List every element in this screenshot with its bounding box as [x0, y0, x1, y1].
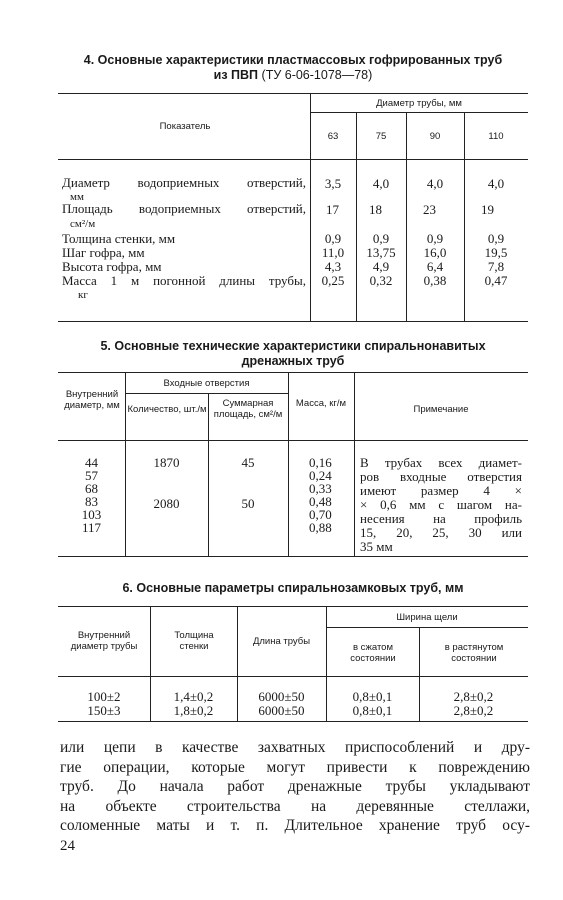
table6-header-mid-rule: [326, 627, 528, 628]
table4-cell: 4,9: [372, 259, 390, 274]
table4-row-unit: мм: [70, 191, 84, 203]
paragraph-line: гие операции, которые могут привести к повреждению: [60, 758, 530, 776]
table6-header-compressed: в сжатом состоянии: [350, 642, 396, 664]
table4-cell: 4,0: [372, 176, 390, 191]
table5-count: 2080: [153, 496, 180, 511]
table4-cell: 4,3: [324, 259, 342, 274]
table5-bottom-rule: [58, 556, 528, 557]
table4-cell: 0,9: [487, 231, 505, 246]
table5-header-note: Примечание: [413, 404, 469, 415]
table4-header-bottom-rule: [58, 159, 528, 160]
table5-note-line: 35 мм: [360, 539, 393, 554]
table4-row-label: Высота гофра, мм: [62, 259, 162, 274]
table4-cell: 16,0: [423, 245, 447, 260]
table6-cell: 0,8±0,1: [352, 703, 393, 718]
table6-header-length: Длина трубы: [252, 636, 311, 647]
table5-diameter: 83: [85, 494, 98, 509]
table6-cell: 1,8±0,2: [173, 703, 214, 718]
table4-row-label: Толщина стенки, мм: [62, 231, 176, 246]
table4-col-110: 110: [488, 131, 504, 142]
table5-top-rule: [58, 372, 528, 373]
table4-row-label: Шаг гофра, мм: [62, 245, 145, 260]
table5-diameter: 57: [85, 468, 98, 483]
table4-cell: 0,9: [426, 231, 444, 246]
table6-top-rule: [58, 606, 528, 607]
table5-mass: 0,48: [309, 494, 332, 509]
table4-cell: 0,9: [324, 231, 342, 246]
table4-vline-2: [356, 112, 357, 321]
body-paragraph: [60, 738, 530, 836]
table4-title: [58, 53, 528, 83]
table4-cell: 11,0: [321, 245, 345, 260]
table5-header-mid-rule: [125, 393, 288, 394]
table6-cell: 2,8±0,2: [453, 689, 494, 704]
table6-header-slot-width: Ширина щели: [396, 612, 458, 623]
table5-header-bottom-rule: [58, 440, 528, 441]
table4-subtitle-normal: (ТУ 6-06-1078—78): [261, 68, 373, 82]
table5-vline-3: [288, 372, 289, 556]
table5-title: [58, 339, 528, 369]
table5-note-line: имеют размер 4 ×: [360, 483, 522, 498]
table4-cell: 0,25: [321, 273, 345, 288]
table4-cell: 0,38: [423, 273, 447, 288]
table4-subtitle-bold: из ПВП: [213, 68, 259, 82]
table4-vline-4: [464, 112, 465, 321]
table6-bottom-rule: [58, 721, 528, 722]
table4-cell: 4,0: [487, 176, 505, 191]
table5-diameter: 103: [81, 507, 102, 522]
table5-title-line1: 5. Основные технические характеристики спиральнонавитых: [100, 339, 486, 353]
table5-mass: 0,33: [309, 481, 332, 496]
table4-cell: 7,8: [487, 259, 505, 274]
table4-bottom-rule: [58, 321, 528, 322]
table6-header-stretched: в растянутом состоянии: [444, 642, 504, 664]
table5-mass: 0,88: [309, 520, 332, 535]
table4-cell: 19,5: [484, 245, 508, 260]
table5-vline-4: [354, 372, 355, 556]
table5-header-inlets: Входные отверстия: [163, 378, 250, 389]
table5-note-line: × 0,6 мм с шагом на-: [360, 497, 522, 512]
table4-cell: 19: [481, 202, 494, 217]
table4-cell: 17: [326, 202, 339, 217]
table6-cell: 1,4±0,2: [173, 689, 214, 704]
table6-header-inner-diameter: Внутренний диаметр трубы: [70, 630, 138, 652]
table6-title-line: 6. Основные параметры спиральнозамковых труб, мм: [122, 581, 464, 595]
table6-cell: 100±2: [87, 689, 121, 704]
table4-cell: 13,75: [366, 245, 396, 260]
table6-title: [58, 581, 528, 596]
table4-row-label: Масса 1 м погонной длины трубы,: [62, 273, 306, 288]
paragraph-line: соломенные маты и т. п. Длительное хранение труб осу-: [60, 817, 530, 834]
table5-note-line: ров входные отверстия: [360, 469, 522, 484]
table4-cell: 4,0: [426, 176, 444, 191]
table6-cell: 6000±50: [258, 689, 305, 704]
table6-header-bottom-rule: [58, 676, 528, 677]
table4-top-rule: [58, 93, 528, 94]
table4-title-line2: [58, 68, 528, 83]
table4-row-unit: кг: [78, 289, 88, 301]
table5-note-line: несения на профиль: [360, 511, 522, 526]
table4-col-90: 90: [429, 131, 441, 142]
paragraph-line: или цепи в качестве захватных приспособлений и дру-: [60, 739, 530, 756]
table4-cell: 0,9: [372, 231, 390, 246]
table5-diameter: 44: [85, 455, 98, 470]
table5-title-line2: дренажных труб: [241, 354, 345, 368]
table4-header-indicator: Показатель: [159, 121, 211, 132]
table5-diameter: 117: [81, 520, 102, 535]
table6-cell: 6000±50: [258, 703, 305, 718]
table4-col-63: 63: [327, 131, 339, 142]
paragraph-line: труб. До начала работ дренажные трубы укладывают: [60, 778, 530, 795]
table5-header-inner-diameter: Внутренний диаметр, мм: [64, 389, 120, 411]
table4-header-diameter: Диаметр трубы, мм: [376, 98, 462, 109]
table4-row-label: Площадь водоприемных отверстий,: [62, 201, 306, 216]
table4-cell: 6,4: [426, 259, 444, 274]
table5-vline-2: [208, 393, 209, 556]
table4-vline-3: [406, 112, 407, 321]
paragraph-line: на объекте строительства на деревянные стеллажи,: [60, 797, 530, 815]
table5-header-area: Суммарная площадь, см²/м: [213, 398, 283, 420]
table6-cell: 0,8±0,1: [352, 689, 393, 704]
table6-cell: 150±3: [87, 703, 121, 718]
table5-header-mass: Масса, кг/м: [295, 398, 347, 409]
table5-mass: 0,16: [309, 455, 332, 470]
table5-mass: 0,70: [309, 507, 332, 522]
table6-cell: 2,8±0,2: [453, 703, 494, 718]
table4-cell: 18: [369, 202, 382, 217]
table4-cell: 0,32: [369, 273, 393, 288]
table4-cell: 0,47: [484, 273, 508, 288]
table5-header-count: Количество, шт./м: [127, 404, 207, 415]
table4-col-75: 75: [375, 131, 387, 142]
table5-mass: 0,24: [309, 468, 332, 483]
table5-area: 45: [241, 455, 255, 470]
table4-row-unit: см²/м: [70, 218, 96, 230]
table4-cell: 23: [423, 202, 436, 217]
table4-title-line1: 4. Основные характеристики пластмассовых гофрированных труб: [83, 53, 503, 67]
table4-header-mid-rule: [310, 112, 528, 113]
table5-count: 1870: [153, 455, 180, 470]
table4-row-label: Диаметр водоприемных отверстий,: [62, 175, 306, 190]
page-number: 24: [60, 838, 75, 854]
table6-header-thickness: Толщина стенки: [174, 630, 214, 652]
table5-note-line: 15, 20, 25, 30 или: [360, 525, 522, 540]
table5-diameter: 68: [85, 481, 98, 496]
table5-note-line: В трубах всех диамет-: [360, 455, 522, 470]
table5-area: 50: [241, 496, 255, 511]
table4-cell: 3,5: [324, 176, 342, 191]
